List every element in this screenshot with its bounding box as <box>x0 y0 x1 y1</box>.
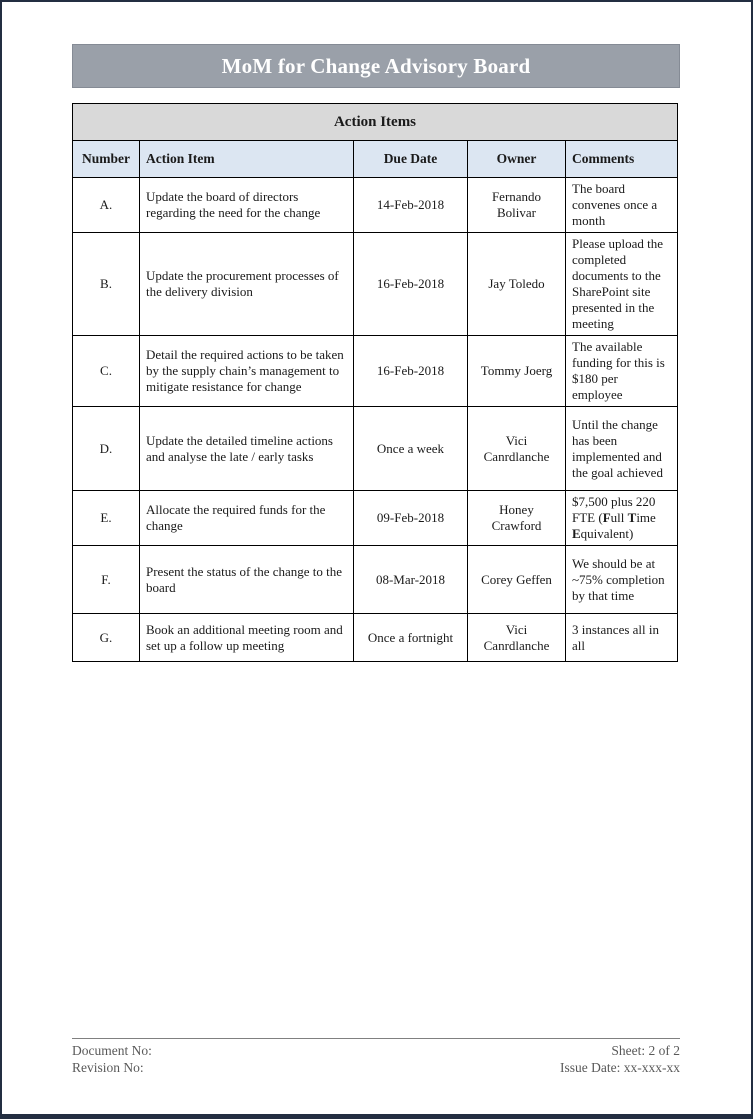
cell-due-date: Once a week <box>354 407 468 491</box>
column-header-comments: Comments <box>566 141 678 178</box>
sheet-label: Sheet: 2 of 2 <box>611 1043 680 1058</box>
cell-comments: 3 instances all in all <box>566 614 678 662</box>
cell-comments: We should be at ~75% completion by that time <box>566 546 678 614</box>
column-header-owner: Owner <box>468 141 566 178</box>
table-row <box>73 407 678 491</box>
cell-number: D. <box>73 407 140 491</box>
cell-number: B. <box>73 233 140 336</box>
cell-comments: $7,500 plus 220 FTE (Full Time Equivalent) <box>566 491 678 546</box>
cell-due-date: 09-Feb-2018 <box>354 491 468 546</box>
cell-owner: Jay Toledo <box>468 233 566 336</box>
column-header-due-date: Due Date <box>354 141 468 178</box>
cell-action-item: Allocate the required funds for the change <box>140 491 354 546</box>
cell-action-item: Book an additional meeting room and set up a follow up meeting <box>140 614 354 662</box>
table-row <box>73 233 678 336</box>
cell-due-date: 16-Feb-2018 <box>354 336 468 407</box>
cell-owner: Corey Geffen <box>468 546 566 614</box>
footer-right-block <box>560 1042 680 1076</box>
cell-due-date: 16-Feb-2018 <box>354 233 468 336</box>
page-footer <box>72 1038 680 1076</box>
table-header-row <box>73 141 678 178</box>
cell-action-item: Update the detailed timeline actions and analyse the late / early tasks <box>140 407 354 491</box>
cell-comments: Please upload the completed documents to the SharePoint site presented in the meeting <box>566 233 678 336</box>
cell-owner: Vici Canrdlanche <box>468 407 566 491</box>
cell-number: G. <box>73 614 140 662</box>
table-row <box>73 336 678 407</box>
cell-action-item: Update the procurement processes of the delivery division <box>140 233 354 336</box>
cell-number: C. <box>73 336 140 407</box>
cell-owner: Vici Canrdlanche <box>468 614 566 662</box>
cell-owner: Tommy Joerg <box>468 336 566 407</box>
cell-action-item: Update the board of directors regarding the need for the change <box>140 178 354 233</box>
column-header-number: Number <box>73 141 140 178</box>
table-row <box>73 546 678 614</box>
cell-comments: The board convenes once a month <box>566 178 678 233</box>
column-header-action-item: Action Item <box>140 141 354 178</box>
page-title: MoM for Change Advisory Board <box>221 53 531 78</box>
cell-due-date: 14-Feb-2018 <box>354 178 468 233</box>
table-title: Action Items <box>73 104 678 141</box>
cell-action-item: Present the status of the change to the board <box>140 546 354 614</box>
footer-divider <box>72 1038 680 1039</box>
cell-owner: Fernando Bolivar <box>468 178 566 233</box>
cell-due-date: 08-Mar-2018 <box>354 546 468 614</box>
cell-number: F. <box>73 546 140 614</box>
revision-no-label: Revision No: <box>72 1060 144 1075</box>
document-no-label: Document No: <box>72 1043 152 1058</box>
issue-date-label: Issue Date: xx-xxx-xx <box>560 1060 680 1075</box>
action-items-table <box>72 103 678 662</box>
cell-number: E. <box>73 491 140 546</box>
footer-left-block <box>72 1042 152 1076</box>
cell-action-item: Detail the required actions to be taken by the supply chain’s management to mitigate resistance for change <box>140 336 354 407</box>
cell-number: A. <box>73 178 140 233</box>
table-row <box>73 491 678 546</box>
cell-owner: Honey Crawford <box>468 491 566 546</box>
table-row <box>73 178 678 233</box>
cell-comments: Until the change has been implemented and the goal achieved <box>566 407 678 491</box>
cell-due-date: Once a fortnight <box>354 614 468 662</box>
table-caption-row <box>73 104 678 141</box>
table-row <box>73 614 678 662</box>
cell-comments: The available funding for this is $180 per employee <box>566 336 678 407</box>
title-banner <box>72 44 680 88</box>
